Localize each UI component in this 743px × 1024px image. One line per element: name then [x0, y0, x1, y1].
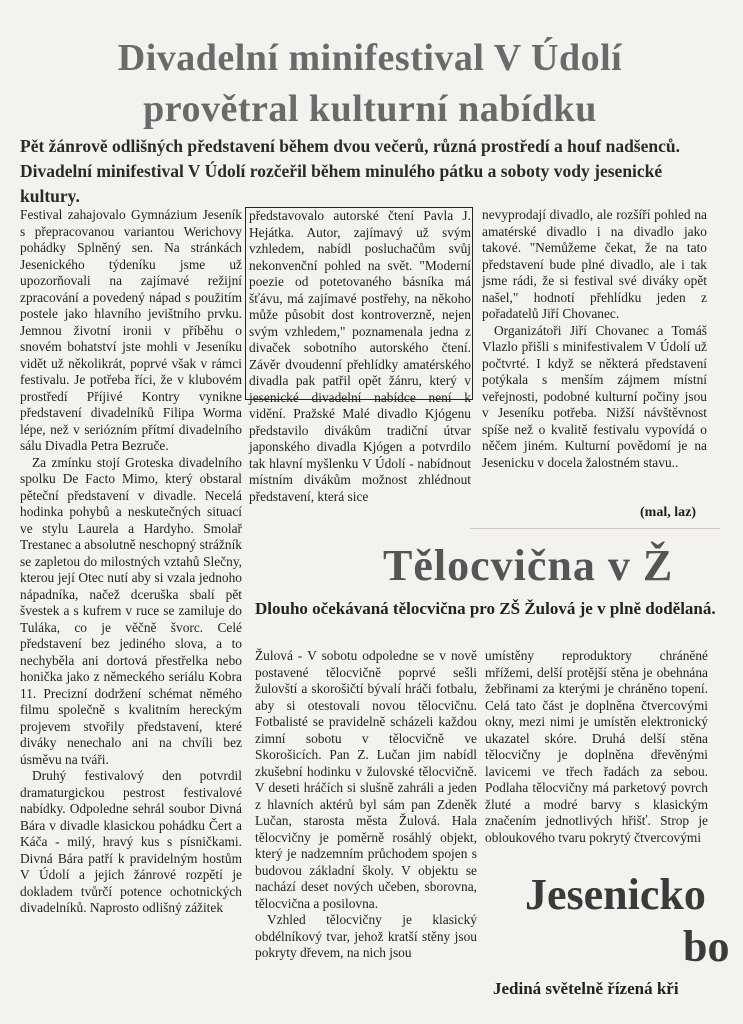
article3-headline-clip — [520, 865, 730, 977]
article1-paragraph: Festival zahajovalo Gymnázium Jeseník s přepracovanou variantou Werichovy pohádky Splněný sen. Na stránkách Jesenického týdeníku jsme už upozorňovali na zajímavé režijní zpracování a povedený nápad s použitím postele jako hlavního jevištního prvku. Jemnou životní ironii v příběhu o snovém bohatství jste mohli v Jeseníku vidět už několikrát, poprvé však v rámci festivalu. Je potřeba říci, že v klubovém prostředí Příjivé Kontry vynikne představení divadelníků Filipa Worma lépe, než v seriózním přítmí divadelního sálu Divadla Petra Bezruče. — [20, 207, 242, 453]
article2-paragraph: Vzhled tělocvičny je klasický obdélníkový tvar, jehož kratší stěny jsou pokryty dřevem, na nich jsou — [255, 912, 477, 960]
article1-paragraph: Organizátoři Jiří Chovanec a Tomáš Vlazlo přišli s minifestivalem V Údolí už počtvrté. I když se některá představení potýkala s menším zájmem místní veřejnosti, podobné kulturní počiny jsou v Jeseníku potřeba. Nižší návštěvnost spíše než o kvalitě festivalu vypovídá o něčem jiném. Kulturní povědomí je na Jesenicku v docela žalostném stavu.. — [482, 322, 707, 470]
article2-lead: Dlouho očekávaná tělocvična pro ZŠ Žulová je v plně dodělaná. — [255, 599, 716, 618]
divider — [470, 528, 720, 529]
article-headline-line2: provětral kulturní nabídku — [143, 88, 597, 130]
article1-column3 — [482, 207, 707, 507]
article-lead: Pět žánrově odlišných představení během dvou večerů, různá prostředí a houf nadšenců. Divadelní minifestival V Údolí rozčeřil během minulého pátku a soboty vody jesenické kultury. — [20, 136, 680, 206]
article1-paragraph: Za zmínku stojí Groteska divadelního spolku De Facto Mimo, který obstaral pěteční představení v divadle. Necelá hodinka pohybů a neskutečných situací ve stylu Laurela a Hardyho. Smolař Trestanec a absolutně neschopný strážník se zapletou do milostných vztahů Slečny, kterou její Otec nutí aby si vzala jednoho nápadníka, načež dceruška sbalí pět švestek a s kufrem v ruce se zamiluje do Tuláka, co je věčně švorc. Celé představení bez jediného slova, a to nechyběla ani dortová přestřelka nebo honička jako z německého seriálu Kobra 11. Precizní dodržení schémat němého filmu společně s kvalitním hereckým projevem stvořily představení, které diváky nenechalo ani na chvíli bez úsměvu na tváři. — [20, 454, 242, 767]
article2-paragraph: umístěny reproduktory chráněné mřížemi, delší protější stěna je obehnána žebřinami za kterými je chráněno topení. Celá tato část je doplněna čtvercovými okny, mezi nimi je umístěn elektronický ukazatel skóre. Druhá delší stěna tělocvičny je doplněna dřevěnými lavicemi ve třech řadách za sebou. Podlaha tělocvičny má parketový povrch žluté a modré barvy s klasickým značením jednotlivých hřišť. Strop je obloukového tvaru pokrytý čtvercovými — [485, 648, 708, 845]
article1-paragraph: Druhý festivalový den potvrdil dramaturgickou pestrost festivalové nabídky. Odpoledne sehrál soubor Divná Bára v divadle klasickou pohádku Čert a Káča - milý, hravý kus s písničkami. Divná Bára patří k pravidelným hostům V Údolí a jejich žánrové rozpětí je dokladem tvůrčí potence ochotnických divadelníků. Naprosto odlišný zážitek — [20, 768, 242, 915]
article3-lead-clip — [490, 975, 720, 1003]
article2-column3 — [485, 648, 708, 843]
article2-column2 — [255, 648, 477, 988]
article3-lead: Jediná světelně řízená kři — [493, 979, 679, 998]
article1-column2 — [249, 208, 471, 548]
article3-headline-line2: bo — [683, 922, 730, 971]
article2-headline-clip — [383, 535, 730, 597]
article2-headline: Tělocvična v Ž — [383, 541, 674, 590]
article2-paragraph: Žulová - V sobotu odpoledne se v nově postavené tělocvičně poprvé sešli žulovští a skorošičtí bývalí hráči fotbalu, aby si otestovali novou tělocvičnu. Fotbalisté se pravidelně scházeli každou zimní sobotu v tělocvičně ve Skorošicích. Pan Z. Lučan jim nabídl zkušební hodinku v žulovské tělocvičně. V deseti hráčích si slušně zahráli a jeden z hlavních aktérů byl sám pan Zdeněk Lučan, starosta města Žulová. Hala tělocvičny je poměrně rosáhlý objekt, který je nadzemním průchodem spojen s budovou základní školy. V objektu se nachází deset nových učeben, sborovna, tělocvična a posilovna. — [255, 648, 477, 911]
article3-headline-line1: Jesenicko — [525, 870, 706, 919]
article-headline-line1: Divadelní minifestival V Údolí — [117, 37, 623, 79]
article1-column1 — [20, 207, 242, 987]
article1-paragraph: představovalo autorské čtení Pavla J. Hejátka. Autor, zajímavý už svým vzhledem, nabídl posluchačům svůj nekonvenční pohled na svět. "Moderní poezie od potetovaného básníka má šťávu, má zajímavé postřehy, na někoho může působit dost kontroverzně, nejen svým vzhledem," poznamenala jedna z divaček sobotního autorského čtení. Závěr dvoudenní přehlídky amatérského divadla pak patřil opět žánru, který v jesenické divadelní nabídce není k vidění. Pražské Malé divadlo Kjógenu představilo divákům tradiční útvar japonského divadla Kjógen a potvrdilo tak hlavní myšlenku V Údolí - nabídnout místním divákům možnost zhlédnout představení, která sice — [249, 208, 471, 504]
author-signature: (mal, laz) — [640, 505, 696, 520]
article1-paragraph: nevyprodají divadlo, ale rozšíří pohled na amatérské divadlo i na divadlo jako takové. "Nemůžeme čekat, že na tato představení bude plné divadlo, ale i tak jsme rádi, že si festival své diváky opět našel," hodnotí přehlídku jeden z pořadatelů Jiří Chovanec. — [482, 207, 707, 321]
